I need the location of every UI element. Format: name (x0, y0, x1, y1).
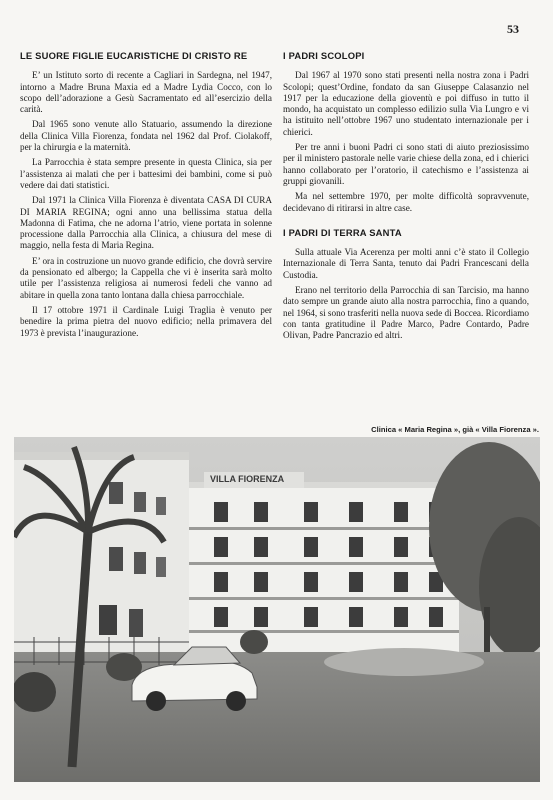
paragraph: E’ un Istituto sorto di recente a Cagliari in Sardegna, nel 1947, intorno a Madre Bruna Maxia ed a Madre Lydia Cocco, con lo scopo dell’adorazione a Gesù Sacramentato ed all’esercizio della carità. (20, 70, 272, 115)
paragraph: Dal 1967 al 1970 sono stati presenti nella nostra zona i Padri Scolopi; quest’Ordine, fondato da san Giuseppe Calasanzio nel 1917 per la educazione della gioventù e poi diffuso in tutto il mondo, ha acquistato un complesso edilizio sulla Via Lungro e vi ha istituito nell’ottobre 1967 uno studentato internazionale per i chierici. (283, 70, 529, 137)
paragraph: E’ ora in costruzione un nuovo grande edificio, che dovrà servire da pensionato ed albergo; la Cappella che vi è inserita sarà molto utile per l’assistenza religiosa ai numerosi fedeli che vanno ad abitare in quella zona tanto lontana dalla chiesa parrocchiale. (20, 255, 272, 300)
paragraph: Ma nel settembre 1970, per molte difficoltà sopravvenute, decidevano di ritirarsi in altre case. (283, 191, 529, 213)
clinic-photo (14, 437, 540, 782)
photo-caption: Clinica « Maria Regina », già « Villa Fiorenza ». (371, 425, 539, 434)
paragraph: Dal 1971 la Clinica Villa Fiorenza è diventata CASA DI CURA DI MARIA REGINA; ogni anno una bellissima statua della Madonna di Fatima, che ne adorna l’atrio, viene portata in solenne processione dalla Parrocchia alla Clinica, a chiusura del mese di maggio, nella festa di Maria Regina. (20, 195, 272, 251)
paragraph: Dal 1965 sono venute allo Statuario, assumendo la direzione della Clinica Villa Fiorenza, fondata nel 1962 dal Prof. Ciolakoff, per la chirurgia e la maternità. (20, 119, 272, 153)
paragraph: La Parrocchia è stata sempre presente in questa Clinica, sia per l’assistenza ai malati che per i battesimi dei bambini, come si può vedere dai dati statistici. (20, 157, 272, 190)
paragraph: Per tre anni i buoni Padri ci sono stati di aiuto preziosissimo per il ministero pastorale nelle varie chiese della zona, ed i chierici hanno collaborato per l’oratorio, il catechismo e l’assistenza ai gruppi giovanili. (283, 142, 529, 186)
shrub (240, 630, 268, 654)
paragraph: Erano nel territorio della Parrocchia di san Tarcisio, ma hanno dato sempre un grande aiuto alla nostra parrocchia, fino a quando, nel 1964, si sono trasferiti nella nuova sede di Boccea. Ricordiamo con tanta gratitudine il Padre Marco, Padre Contardo, Padre Olivan, Padre Pancrazio ed altri. (283, 285, 529, 341)
clinic-photo-illustration (14, 437, 540, 782)
fountain-basin (324, 648, 484, 676)
paragraph: Sulla attuale Via Acerenza per molti anni c’è stato il Collegio Internazionale di Terra Santa, tenuto dai Padri Francescani della Custodia. (283, 247, 529, 280)
main-building (189, 472, 459, 652)
shrub (106, 653, 142, 681)
section-heading-terra-santa: I PADRI DI TERRA SANTA (283, 226, 402, 238)
left-column (20, 50, 272, 343)
building-sign: VILLA FIORENZA (210, 474, 285, 484)
left-building (14, 452, 189, 652)
shrub (14, 672, 56, 712)
section-heading-suore: LE SUORE FIGLIE EUCARISTICHE DI CRISTO RE (20, 50, 248, 61)
paragraph: Il 17 ottobre 1971 il Cardinale Luigi Traglia è venuto per benedire la prima pietra del nuovo edificio; nella primavera del 1973 è prevista l’inaugurazione. (20, 304, 272, 338)
right-column (283, 50, 529, 346)
page-number: 53 (507, 22, 519, 36)
section-heading-scolopi: I PADRI SCOLOPI (283, 50, 365, 61)
